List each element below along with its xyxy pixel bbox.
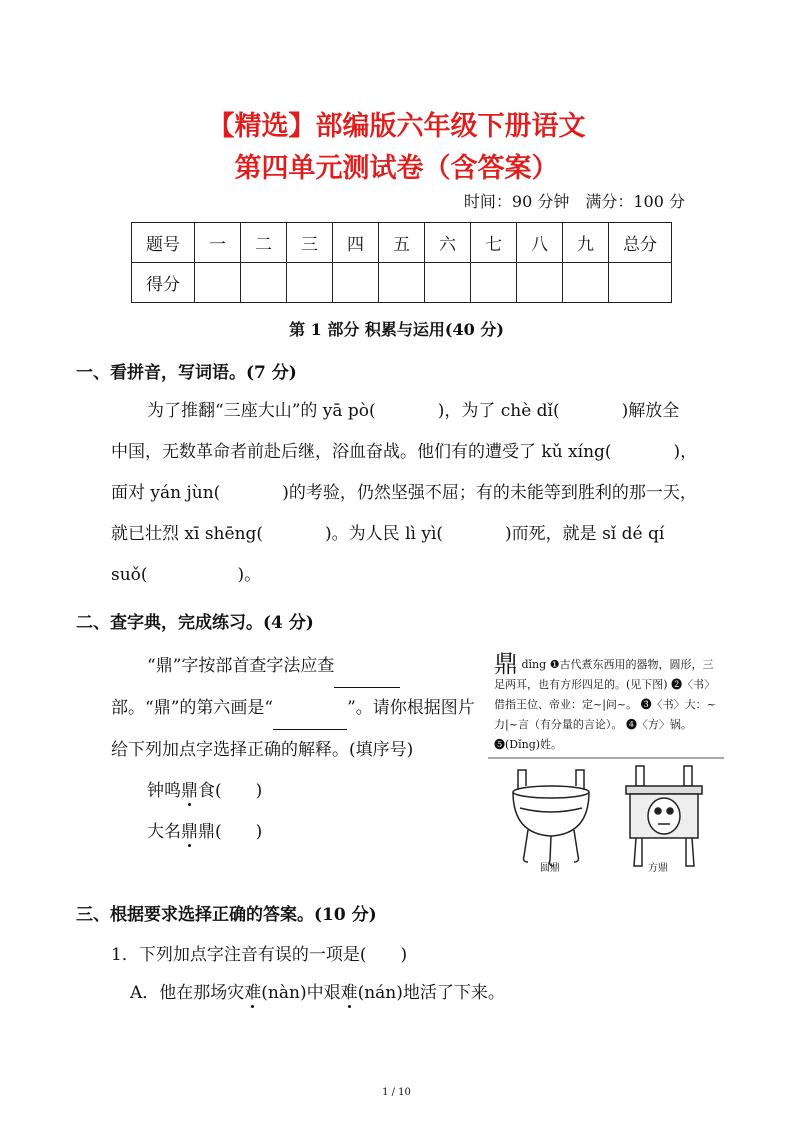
dict-pinyin: dǐng bbox=[521, 658, 547, 671]
text: )，为了 chè dǐ( bbox=[437, 401, 560, 421]
square-ding-icon bbox=[626, 766, 702, 866]
dictionary-text bbox=[488, 650, 724, 755]
answer-blank[interactable] bbox=[334, 646, 400, 688]
doc-title-line2: 第四单元测试卷（含答案） bbox=[234, 153, 559, 184]
score-cell: 二 bbox=[241, 223, 287, 263]
section1-title: 一、看拼音，写词语。(7 分) bbox=[76, 363, 297, 383]
dict-def: ❺(Dǐng)姓。 bbox=[494, 738, 563, 751]
text: )。 bbox=[237, 565, 262, 585]
score-cell: 题号 bbox=[132, 223, 195, 263]
score-header-row bbox=[132, 223, 672, 263]
score-input[interactable] bbox=[241, 263, 287, 303]
score-input[interactable] bbox=[517, 263, 563, 303]
section3-option-a bbox=[130, 978, 505, 1003]
dotted-char: 鼎 bbox=[181, 781, 198, 801]
dotted-char: 鼎 bbox=[181, 822, 198, 842]
score-cell: 八 bbox=[517, 223, 563, 263]
round-ding-label: 圆鼎 bbox=[540, 863, 560, 874]
text: 为了推翻“三座大山”的 yā pò( bbox=[147, 401, 376, 421]
dict-def: ❸〈书〉大：~力|~言（有分量的言论）。 bbox=[494, 698, 716, 731]
text: )。为人民 lì yì( bbox=[325, 524, 444, 544]
section1-passage bbox=[111, 391, 723, 596]
text: suǒ( bbox=[111, 565, 148, 585]
text: A．他在那场灾 bbox=[130, 983, 245, 1003]
score-input[interactable] bbox=[287, 263, 333, 303]
score-value-row bbox=[132, 263, 672, 303]
section3-title: 三、根据要求选择正确的答案。(10 分) bbox=[76, 905, 377, 925]
score-cell: 总分 bbox=[609, 223, 672, 263]
score-input[interactable] bbox=[333, 263, 379, 303]
round-ding-icon bbox=[513, 770, 589, 866]
part1-title: 第 1 部分 积累与运用(40 分) bbox=[289, 320, 504, 339]
score-cell: 三 bbox=[287, 223, 333, 263]
dict-def: ❹〈方〉锅。 bbox=[625, 718, 692, 731]
text: )， bbox=[673, 442, 698, 462]
dict-def: ❶古代煮东西用的器物，圆形，三足两耳，也有方形四足的。(见下图) bbox=[494, 658, 714, 691]
ding-illustration bbox=[488, 756, 724, 874]
dict-head-char: 鼎 bbox=[494, 650, 518, 678]
score-input[interactable] bbox=[379, 263, 425, 303]
score-cell: 四 bbox=[333, 223, 379, 263]
text: 大名 bbox=[147, 822, 181, 842]
text: )解放全 bbox=[621, 401, 680, 421]
section2-title: 二、查字典，完成练习。(4 分) bbox=[76, 613, 314, 633]
dictionary-entry-image bbox=[488, 650, 724, 875]
text: (nán)地活了下来。 bbox=[357, 983, 505, 1003]
text: “鼎”字按部首查字法应查 bbox=[147, 656, 335, 676]
score-cell: 五 bbox=[379, 223, 425, 263]
score-input[interactable] bbox=[425, 263, 471, 303]
dotted-char: 难 bbox=[244, 983, 262, 1003]
text: 钟鸣 bbox=[147, 781, 181, 801]
time-info: 时间：90 分钟 满分：100 分 bbox=[463, 192, 685, 211]
score-cell: 六 bbox=[425, 223, 471, 263]
score-cell: 七 bbox=[471, 223, 517, 263]
score-input[interactable] bbox=[563, 263, 609, 303]
text: ”。请你根据图片给下列加点字选择正确的解释。(填序号) bbox=[111, 698, 475, 760]
text: 就已壮烈 xī shēng( bbox=[111, 524, 264, 544]
section3-question1: 1．下列加点字注音有误的一项是( ) bbox=[111, 945, 408, 965]
score-cell: 一 bbox=[195, 223, 241, 263]
square-ding-label: 方鼎 bbox=[648, 863, 668, 874]
answer-blank[interactable] bbox=[273, 688, 347, 730]
doc-title-line1: 【精选】部编版六年级下册语文 bbox=[207, 111, 586, 142]
text: 鼎( ) bbox=[198, 822, 263, 842]
text: )而死，就是 sǐ dé qí bbox=[505, 524, 665, 544]
text: 部。“鼎”的第六画是“ bbox=[111, 698, 274, 718]
score-input[interactable] bbox=[471, 263, 517, 303]
score-table bbox=[131, 222, 672, 303]
section2-question bbox=[111, 646, 481, 853]
score-cell: 九 bbox=[563, 223, 609, 263]
score-input[interactable] bbox=[609, 263, 672, 303]
dict-def: ❷〈书〉借指王位、帝业：定~|问~。 bbox=[494, 678, 716, 711]
page-number: 1 / 10 bbox=[382, 1087, 411, 1098]
dotted-char: 难 bbox=[340, 983, 358, 1003]
text: (nàn)中艰 bbox=[261, 983, 341, 1003]
score-input[interactable] bbox=[195, 263, 241, 303]
text: )的考验，仍然坚强不屈；有的未能等到胜利的那一天， bbox=[282, 483, 697, 503]
text: 中国，无数革命者前赴后继，浴血奋战。他们有的遭受了 kǔ xíng( bbox=[111, 442, 612, 462]
text: 面对 yán jùn( bbox=[111, 483, 221, 503]
score-label: 得分 bbox=[132, 263, 195, 303]
text: 食( ) bbox=[198, 781, 263, 801]
